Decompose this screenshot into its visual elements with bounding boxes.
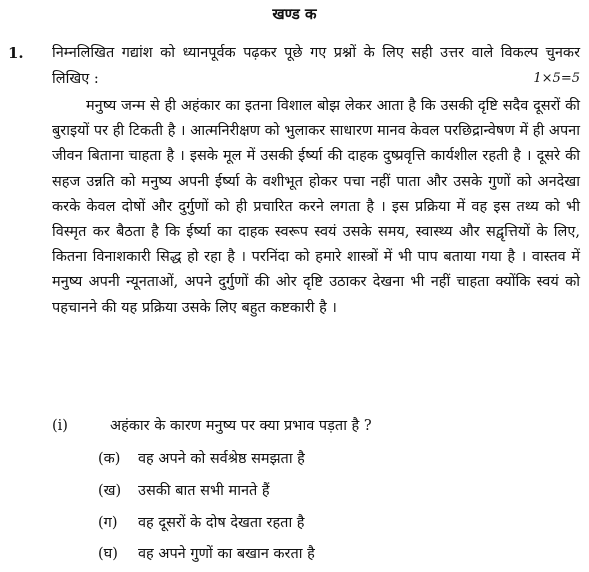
option-label: (घ) [98,546,118,562]
passage: मनुष्य जन्म से ही अहंकार का इतना विशाल बोझ लेकर आता है कि उसकी दृष्टि सदैव दूसरों की बुराइयों पर ही टिकती है । आत्मनिरीक्षण को भुलाकर साधारण मानव केवल परछिद्रान्वेषण में ही अपना जीवन बिताना चाहता है । इसके मूल में उसकी ईर्ष्या की दाहक दुष्प्रवृत्ति कार्यशील रहती है । दूसरे की सहज उन्नति को मनुष्य अपनी ईर्ष्या के वशीभूत होकर पचा नहीं पाता और उसके गुणों को अनदेखा करके केवल दोषों और दुर्गुणों को ही प्रचारित करने लगता है । इस प्रक्रिया में वह इस तथ्य को भी विस्मृत कर बैठता है कि ईर्ष्या का दाहक स्वरूप स्वयं उसके समय, स्वास्थ्य और सद्वृत्तियों के लिए, कितना विनाशकारी सिद्ध हो रहा है । परनिंदा को हमारे शास्त्रों में भी पाप बताया गया है । वास्तव में मनुष्य अपनी न्यूनताओं, अपने दुर्गुणों की ओर दृष्टि उठाकर देखना भी नहीं चाहता क्योंकि स्वयं को पहचानने की यह प्रक्रिया उसके लिए बहुत कष्टकारी है । [52,98,580,316]
option-ga [98,511,305,535]
question-number: 1. [8,44,24,62]
option-label: (क) [98,451,121,467]
marks: 1×5=5 [533,71,580,86]
instruction-text: निम्नलिखित गद्यांश को ध्यानपूर्वक पढ़कर पूछे गए प्रश्नों के लिए सही उत्तर वाले विकल्प चुनकर लिखिए : [52,45,580,87]
section-title: खण्ड क [272,5,317,23]
option-kha [98,479,270,503]
option-text: वह अपने को सर्वश्रेष्ठ समझता है [138,451,305,467]
option-label: (ग) [98,515,118,531]
sub-question-number: (i) [52,418,68,434]
option-gha [98,542,315,566]
option-text: वह अपने गुणों का बखान करता है [138,546,315,562]
instruction-block [52,40,580,92]
option-text: उसकी बात सभी मानते हैं [138,483,270,499]
option-ka [98,447,305,471]
option-label: (ख) [98,483,122,499]
sub-question-text: अहंकार के कारण मनुष्य पर क्या प्रभाव पड़ता है ? [110,418,372,434]
option-text: वह दूसरों के दोष देखता रहता है [138,515,305,531]
